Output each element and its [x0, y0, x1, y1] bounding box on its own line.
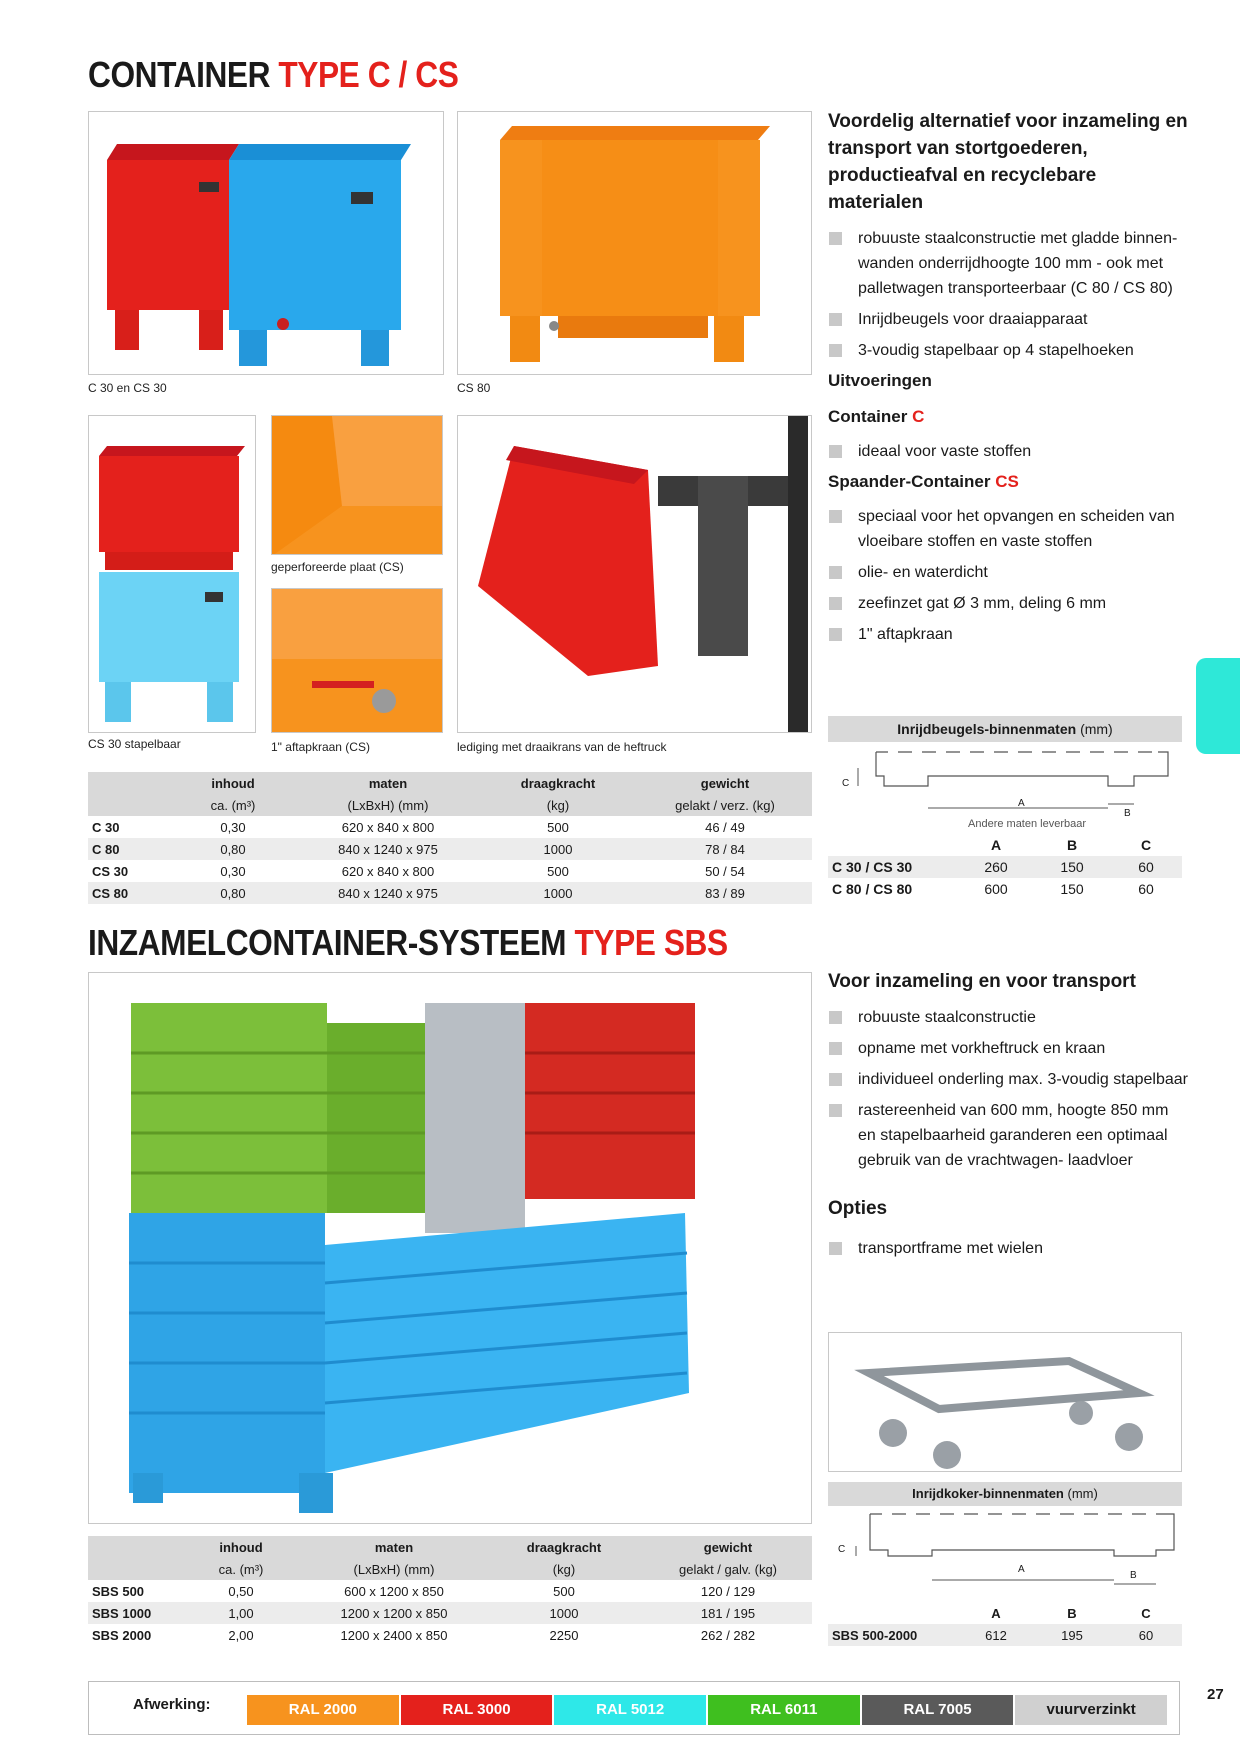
table-row — [828, 1624, 1182, 1646]
cell: 60 — [1110, 856, 1182, 878]
header-maten: maten — [304, 1536, 484, 1558]
list-item: rastereenheid van 600 mm, hoogte 850 mm en stapelbaarheid garanderen een optimaal gebruik van de vrachtwagen- laadvloer — [828, 1098, 1188, 1173]
cell: 0,30 — [220, 819, 246, 835]
caption-c30-cs30: C 30 en CS 30 — [88, 381, 167, 395]
container-c-heading: Container C — [828, 407, 925, 426]
photo-forklift-emptying — [457, 415, 812, 733]
cell: 2250 — [549, 1627, 579, 1643]
finish-footer — [88, 1681, 1180, 1735]
subheader-inhoud: ca. (m³) — [178, 1558, 304, 1580]
container-cs-heading: Spaander-Container CS — [828, 472, 1019, 491]
cell: 50 / 54 — [705, 863, 745, 879]
header-b: B — [1067, 1605, 1077, 1621]
table-row — [828, 856, 1182, 878]
list-item: individueel onderling max. 3-voudig stapelbaar — [828, 1067, 1188, 1092]
cell: 262 / 282 — [700, 1627, 756, 1643]
section2-intro: Voor inzameling en voor transport — [828, 971, 1136, 992]
list-item: 1" aftapkraan — [828, 622, 1188, 647]
table-subheader — [88, 1558, 812, 1580]
cell: SBS 500 — [92, 1583, 145, 1599]
list-item: zeefinzet gat Ø 3 mm, deling 6 mm — [828, 591, 1188, 616]
container-c-bullets — [828, 439, 1188, 464]
section2-text — [828, 968, 1188, 1267]
header-a: A — [990, 837, 1002, 853]
cell: 260 — [958, 856, 1034, 878]
header-gewicht: gewicht — [644, 1536, 812, 1558]
cell: SBS 2000 — [92, 1627, 152, 1643]
cell: 1200 x 2400 x 850 — [340, 1627, 448, 1643]
header-a: A — [991, 1605, 1001, 1621]
finish-swatch: RAL 7005 — [862, 1695, 1014, 1725]
table-subheader — [88, 794, 812, 816]
finish-label: Afwerking: — [133, 1696, 211, 1713]
section2-bullets — [828, 1005, 1188, 1173]
cell: 60 — [1138, 881, 1154, 897]
table-row — [88, 860, 812, 882]
finish-swatch: RAL 2000 — [247, 1695, 399, 1725]
header-draagkracht: draagkracht — [478, 772, 638, 794]
table-row — [88, 1580, 812, 1602]
list-item: speciaal voor het opvangen en scheiden van vloeibare stoffen en vaste stoffen — [828, 504, 1188, 554]
cell: 1000 — [478, 838, 638, 860]
photo-sbs-system — [88, 972, 812, 1524]
cell: 2,00 — [228, 1627, 254, 1643]
photo-perforated-plate — [271, 415, 443, 555]
cell: 1000 — [478, 882, 638, 904]
list-item: 3-voudig stapelbaar op 4 stapelhoeken — [828, 338, 1188, 363]
cell: 620 x 840 x 800 — [341, 819, 435, 835]
dims1-label-c: C — [842, 778, 850, 789]
finish-swatches — [247, 1695, 1167, 1725]
subheader-gewicht: gelakt / verz. (kg) — [638, 794, 812, 816]
cell: 500 — [553, 1583, 575, 1599]
photo-cs80 — [457, 111, 812, 375]
cell: 0,30 — [220, 863, 246, 879]
section2-title: INZAMELCONTAINER-SYSTEEM TYPE SBS — [88, 922, 728, 963]
list-item: Inrijdbeugels voor draaiapparaat — [828, 307, 1188, 332]
dims2-diagram — [828, 1506, 1182, 1602]
cell: 600 — [984, 881, 1008, 897]
cell: 840 x 1240 x 975 — [298, 838, 478, 860]
cell: C 80 / CS 80 — [832, 881, 913, 897]
subheader-maten: (LxBxH) (mm) — [298, 794, 478, 816]
dims2-label-c: C — [838, 1544, 846, 1555]
caption-forklift-emptying: lediging met draaikrans van de heftruck — [457, 740, 667, 754]
cell: SBS 1000 — [88, 1602, 178, 1624]
cell: 83 / 89 — [638, 882, 812, 904]
subheader-inhoud: ca. (m³) — [168, 794, 298, 816]
container-cs-bullets — [828, 504, 1188, 647]
header-c: C — [1140, 837, 1152, 853]
subheader-draagkracht: (kg) — [484, 1558, 644, 1580]
opties-bullets — [828, 1236, 1188, 1261]
dims1-table — [828, 834, 1182, 900]
spec-table-type-c — [88, 772, 812, 904]
table-row — [88, 816, 812, 838]
cell: 600 x 1200 x 850 — [344, 1583, 444, 1599]
photo-c30-cs30 — [88, 111, 444, 375]
finish-swatch: RAL 3000 — [401, 1695, 553, 1725]
cell: 0,80 — [168, 882, 298, 904]
dims1-title: Inrijdbeugels-binnenmaten (mm) — [828, 716, 1182, 742]
cell: SBS 500-2000 — [828, 1624, 958, 1646]
finish-swatch: RAL 5012 — [554, 1695, 706, 1725]
cell: 840 x 1240 x 975 — [298, 882, 478, 904]
dims1-label-b: B — [1124, 808, 1131, 819]
list-item: ideaal voor vaste stoffen — [828, 439, 1188, 464]
table-row — [828, 878, 1182, 900]
cell: 1000 — [484, 1602, 644, 1624]
uitvoeringen-heading: Uitvoeringen — [828, 371, 932, 390]
table-header — [828, 834, 1182, 856]
cell: 46 / 49 — [705, 819, 745, 835]
list-item: transportframe met wielen — [828, 1236, 1188, 1261]
table-header — [88, 1536, 812, 1558]
photo-transport-frame — [828, 1332, 1182, 1472]
dims1-label-a: A — [1018, 798, 1025, 809]
header-draagkracht: draagkracht — [484, 1536, 644, 1558]
photo-cs30-stapelbaar — [88, 415, 256, 733]
caption-perforated-plate: geperforeerde plaat (CS) — [271, 560, 404, 574]
finish-swatch: RAL 6011 — [708, 1695, 860, 1725]
cell: CS 80 — [88, 882, 168, 904]
cell: 612 — [958, 1624, 1034, 1646]
caption-cs80: CS 80 — [457, 381, 491, 395]
cell: 0,50 — [228, 1583, 254, 1599]
list-item: robuuste staalconstructie met gladde binnen-wanden onderrijdhoogte 100 mm - ook met palletwagen transporteerbaar (C 80 / CS 80) — [828, 226, 1188, 301]
section1-title: CONTAINER TYPE C / CS — [88, 54, 459, 95]
spec-table-type-sbs — [88, 1536, 812, 1646]
subheader-gewicht: gelakt / galv. (kg) — [644, 1558, 812, 1580]
photo-drain-tap — [271, 588, 443, 733]
dims2-label-a: A — [1018, 1564, 1025, 1575]
cell: 1,00 — [178, 1602, 304, 1624]
caption-drain-tap: 1" aftapkraan (CS) — [271, 740, 370, 754]
cell: 500 — [547, 863, 569, 879]
table-row — [88, 882, 812, 904]
cell: 620 x 840 x 800 — [341, 863, 435, 879]
section1-intro: Voordelig alternatief voor inzameling en transport van stortgoederen, productieafval en recyclebare materialen — [828, 111, 1188, 213]
list-item: robuuste staalconstructie — [828, 1005, 1188, 1030]
finish-swatch: vuurverzinkt — [1015, 1695, 1167, 1725]
table-header — [828, 1602, 1182, 1624]
cell: C 80 — [88, 838, 168, 860]
list-item: opname met vorkheftruck en kraan — [828, 1036, 1188, 1061]
page-number: 27 — [1207, 1686, 1224, 1703]
section-tab-marker — [1196, 658, 1240, 754]
header-inhoud: inhoud — [168, 772, 298, 794]
cell: 150 — [1060, 881, 1084, 897]
table-header — [88, 772, 812, 794]
dims2-table — [828, 1602, 1182, 1646]
cell: 181 / 195 — [644, 1602, 812, 1624]
cell: 1200 x 1200 x 850 — [304, 1602, 484, 1624]
dims2-label-b: B — [1130, 1570, 1137, 1581]
header-gewicht: gewicht — [638, 772, 812, 794]
header-b: B — [1066, 837, 1078, 853]
dims1-note: Andere maten leverbaar — [968, 818, 1087, 830]
subheader-maten: (LxBxH) (mm) — [304, 1558, 484, 1580]
cell: 78 / 84 — [638, 838, 812, 860]
cell: C 30 — [92, 819, 120, 835]
list-item: olie- en waterdicht — [828, 560, 1188, 585]
cell: 500 — [547, 819, 569, 835]
table-row — [88, 1602, 812, 1624]
header-c: C — [1141, 1605, 1151, 1621]
cell: 120 / 129 — [700, 1583, 756, 1599]
header-maten: maten — [298, 772, 478, 794]
cell: 150 — [1034, 856, 1110, 878]
cell: 60 — [1110, 1624, 1182, 1646]
caption-cs30-stapelbaar: CS 30 stapelbaar — [88, 737, 181, 751]
cell: C 30 / CS 30 — [828, 856, 958, 878]
section1-bullets — [828, 226, 1188, 363]
opties-heading: Opties — [828, 1198, 888, 1219]
dims2-title: Inrijdkoker-binnenmaten (mm) — [828, 1482, 1182, 1506]
table-row — [88, 838, 812, 860]
header-inhoud: inhoud — [178, 1536, 304, 1558]
section1-text — [828, 108, 1188, 653]
cell: CS 30 — [92, 863, 129, 879]
cell: 195 — [1034, 1624, 1110, 1646]
cell: 0,80 — [168, 838, 298, 860]
table-row — [88, 1624, 812, 1646]
dims1-diagram — [828, 742, 1182, 834]
subheader-draagkracht: (kg) — [478, 794, 638, 816]
